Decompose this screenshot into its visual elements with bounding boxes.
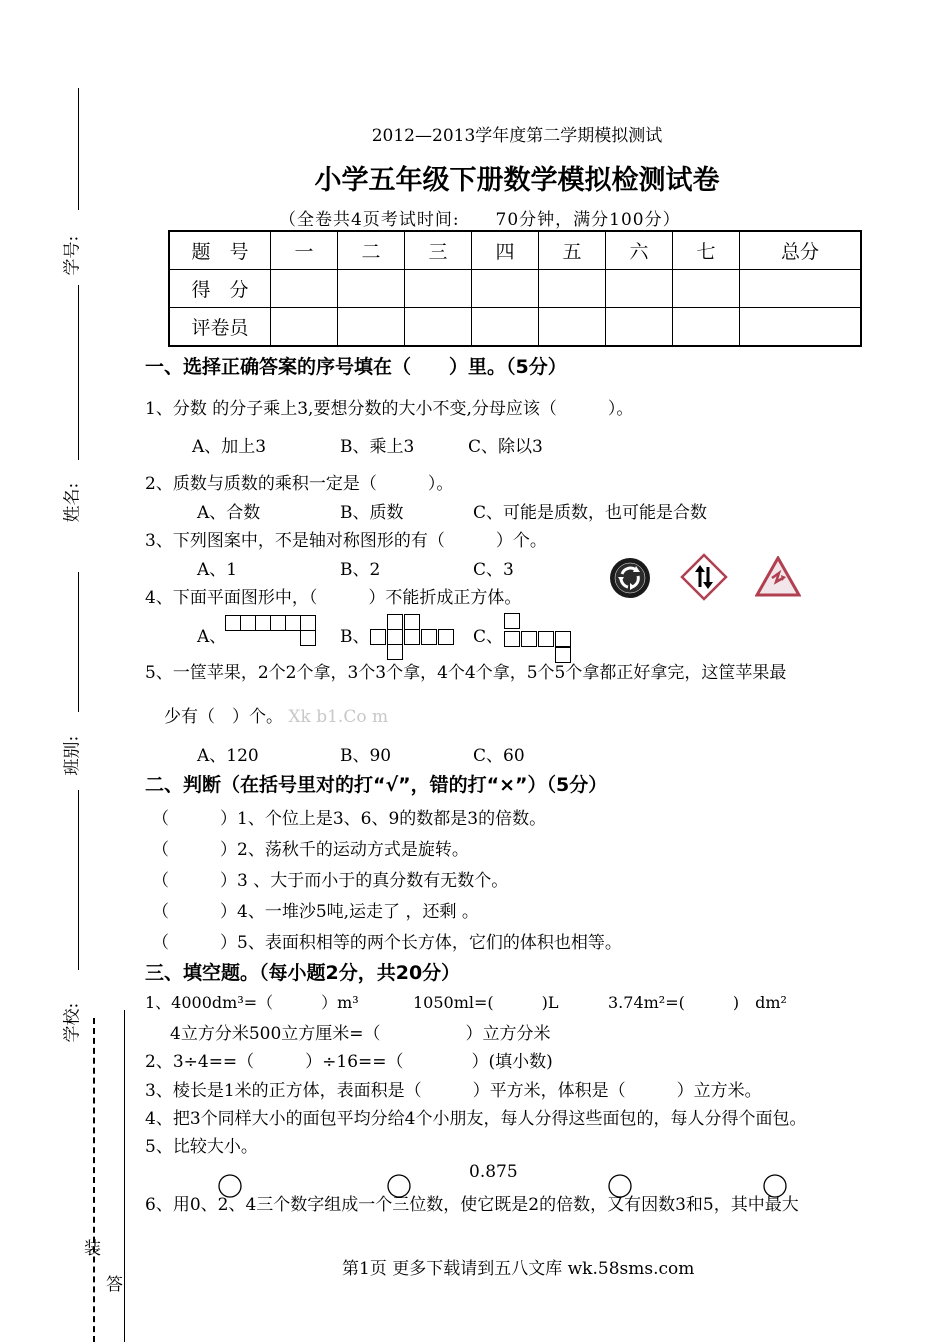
roundabout-sign-icon: [608, 556, 652, 600]
judge-item: （ ）1、个位上是3、6、9的数都是3的倍数。: [152, 809, 547, 829]
s3-question-4: 4、把3个同样大小的面包平均分给4个小朋友，每人分得这些面包的，每人分得个面包。: [145, 1109, 807, 1129]
s1-q3-option-c: C、3: [473, 560, 514, 580]
judge-item: （ ）2、荡秋千的运动方式是旋转。: [152, 840, 469, 860]
s3-q1-part-b: 1050ml=( )L: [413, 993, 559, 1012]
s3-question-5: 5、比较大小。: [145, 1137, 258, 1157]
s1-question-5-cont: [164, 702, 388, 727]
margin-line-4: [78, 790, 79, 970]
s3-q5-value: 0.875: [469, 1162, 518, 1182]
school-label: 学校:: [62, 1002, 83, 1043]
page-footer: 第1页 更多下载请到五八文库 wk.58sms.com: [342, 1259, 695, 1279]
score-cell[interactable]: [606, 270, 673, 308]
cut-dash-line: [93, 1018, 95, 1342]
s1-question-2: 2、质数与质数的乘积一定是（ ）。: [145, 474, 454, 494]
grader-cell[interactable]: [338, 308, 405, 347]
two-way-traffic-sign-icon: [680, 553, 728, 601]
grader-cell[interactable]: [673, 308, 740, 347]
score-header-cell: 三: [405, 231, 472, 270]
score-cell[interactable]: [740, 270, 862, 308]
warning-sign-icon: [755, 556, 801, 598]
s1-question-4: 4、下面平面图形中，（ ）不能折成正方体。: [145, 588, 522, 608]
s1-q2-option-a: A、合数: [197, 503, 261, 523]
judge-item: （ ）5、表面积相等的两个长方体，它们的体积也相等。: [152, 933, 622, 953]
score-header-cell: 六: [606, 231, 673, 270]
judge-item: （ ）3 、大于而小于的真分数有无数个。: [152, 871, 509, 891]
s1-q2-option-b: B、质数: [340, 503, 404, 523]
name-label: 姓名:: [62, 482, 83, 523]
s3-q1-part-c: 3.74m²=( ) dm²: [608, 993, 787, 1012]
score-table: [168, 230, 862, 347]
class-label: 班别:: [62, 735, 83, 776]
exam-title: 小学五年级下册数学模拟检测试卷: [314, 165, 720, 196]
grader-cell[interactable]: [472, 308, 539, 347]
score-header-cell: 二: [338, 231, 405, 270]
score-header-cell: 总分: [740, 231, 862, 270]
grader-cell[interactable]: [740, 308, 862, 347]
student-id-label: 学号:: [62, 235, 83, 276]
score-header-cell: 题 号: [169, 231, 271, 270]
score-cell[interactable]: [338, 270, 405, 308]
section3-title: 三、填空题。（每小题2分，共20分）: [145, 962, 461, 984]
score-cell[interactable]: [472, 270, 539, 308]
score-header-cell: 一: [271, 231, 338, 270]
s1-q3-option-a: A、1: [197, 560, 238, 580]
s1-q1-option-c: C、除以3: [468, 437, 543, 457]
score-table-header-row: [169, 231, 861, 270]
grader-cell[interactable]: [271, 308, 338, 347]
score-header-cell: 五: [539, 231, 606, 270]
grader-row: [169, 308, 861, 347]
score-row: [169, 270, 861, 308]
grader-cell[interactable]: [405, 308, 472, 347]
score-cell[interactable]: [405, 270, 472, 308]
s3-q1-part-a: 1、4000dm³=（ ）m³: [145, 993, 359, 1012]
s1-q5-text: 少有（ ）个。: [164, 707, 283, 727]
grader-cell[interactable]: [539, 308, 606, 347]
s1-question-3: 3、下列图案中，不是轴对称图形的有（ ）个。: [145, 531, 547, 551]
s1-q5-option-a: A、120: [197, 746, 259, 766]
binding-mark-1: 装: [84, 1239, 101, 1259]
margin-line-2: [78, 285, 79, 460]
score-header-cell: 七: [673, 231, 740, 270]
grader-row-label: 评卷员: [169, 308, 271, 347]
exam-info: （全卷共4页考试时间: 70分钟，满分100分）: [279, 210, 681, 230]
grader-cell[interactable]: [606, 308, 673, 347]
score-header-cell: 四: [472, 231, 539, 270]
s1-q1-option-a: A、加上3: [192, 437, 267, 457]
s1-q1-option-b: B、乘上3: [340, 437, 415, 457]
judge-item: （ ）4、一堆沙5吨,运走了 ，还剩 。: [152, 902, 479, 922]
score-row-label: 得 分: [169, 270, 271, 308]
s3-question-3: 3、棱长是1米的正方体，表面积是（ ）平方米，体积是（ ）立方米。: [145, 1081, 762, 1101]
s1-q2-option-c: C、可能是质数，也可能是合数: [473, 503, 708, 523]
score-cell[interactable]: [271, 270, 338, 308]
s1-q4-option-b: B、: [340, 627, 370, 647]
s1-q5-option-b: B、90: [340, 746, 392, 766]
s1-question-1: 1、分数 的分子乘上3,要想分数的大小不变,分母应该（ ）。: [145, 399, 634, 419]
binding-mark-2: 答: [106, 1275, 123, 1295]
s3-q1-part-d: 4立方分米500立方厘米=（ ）立方分米: [170, 1024, 551, 1044]
s3-question-6: 6、用0、2、4三个数字组成一个三位数，使它既是2的倍数，又有因数3和5，其中最大: [145, 1195, 799, 1215]
section1-title: 一、选择正确答案的序号填在（ ）里。（5分）: [145, 356, 567, 378]
exam-subtitle: 2012—2013学年度第二学期模拟测试: [371, 126, 663, 146]
s1-q4-option-c: C、: [473, 627, 504, 647]
s1-q4-option-a: A、: [197, 627, 227, 647]
score-cell[interactable]: [673, 270, 740, 308]
s1-q3-option-b: B、2: [340, 560, 381, 580]
s3-question-2: 2、3÷4==（ ）÷16==（ ）(填小数): [145, 1052, 553, 1072]
score-cell[interactable]: [539, 270, 606, 308]
s1-question-5: 5、一筐苹果，2个2个拿，3个3个拿，4个4个拿，5个5个拿都正好拿完，这筐苹果最: [145, 663, 787, 683]
margin-line-3: [78, 572, 79, 712]
watermark-text: Xk b1.Co m: [288, 707, 389, 727]
margin-line-5: [124, 1010, 125, 1342]
s1-q5-option-c: C、60: [473, 746, 525, 766]
section2-title: 二、判断（在括号里对的打“√”，错的打“×”）（5分）: [145, 774, 608, 796]
